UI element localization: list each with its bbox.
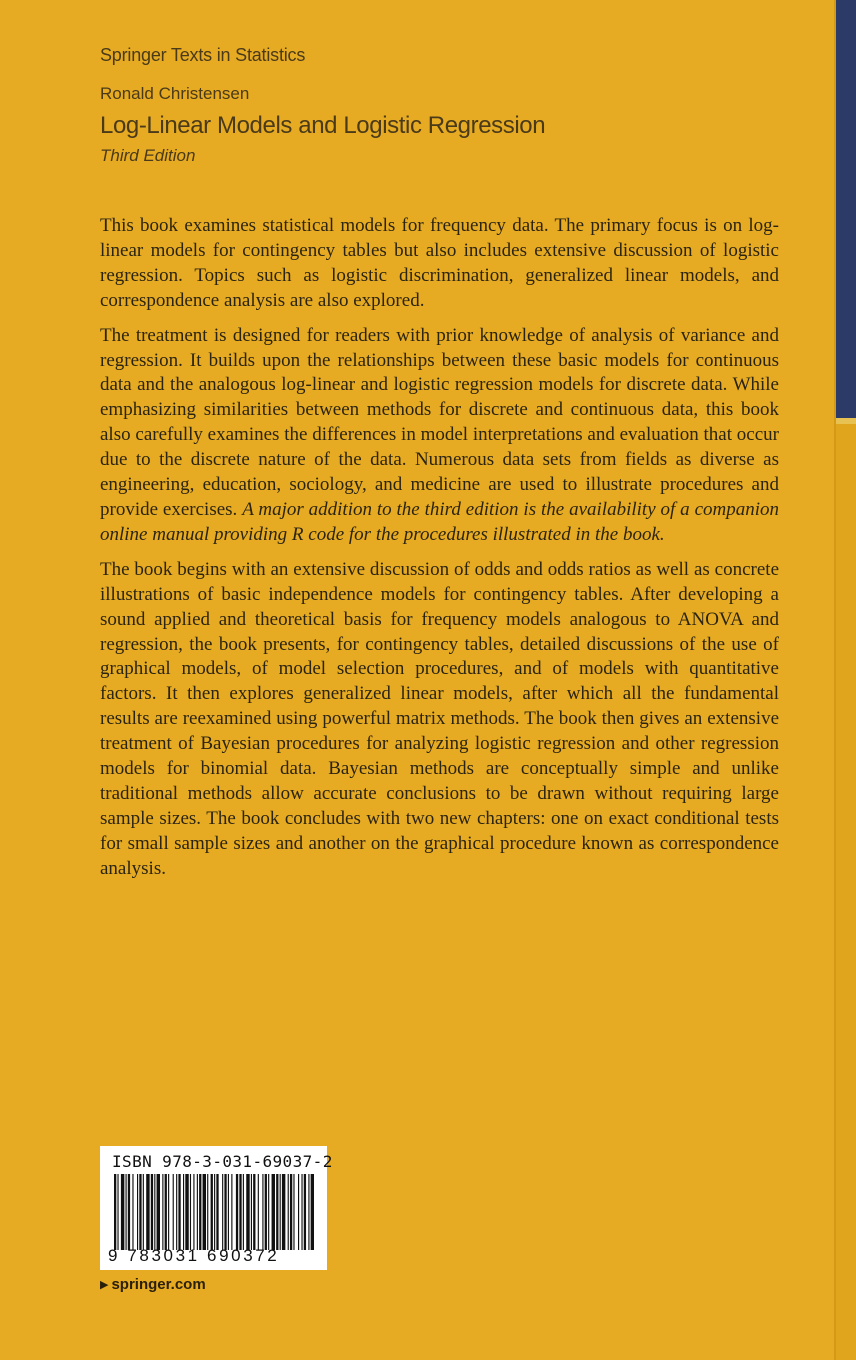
barcode-bar (308, 1174, 309, 1250)
triangle-right-icon: ▶ (100, 1279, 109, 1291)
barcode-bar (239, 1174, 241, 1250)
blurb-paragraph-2-italic: A major addition to the third edition is the availability of a companion online manual providing R code for the procedures illustrated in the book. (100, 498, 779, 545)
blurb-paragraph-2-text: The treatment is designed for readers with prior knowledge of analysis of variance and regression. It builds upon the relationships between these basic models for continuous data and the analogous log-linear and logistic regression models for discrete data. While emphasizing similarities between methods for discrete and continuous data, this book also carefully examines the differences in model interpretations and evaluation that occur due to the discrete nature of the data. Numerous data sets from fields as diverse as engineering, education, sociology, and medicine are used to illustrate procedures and provide exercises. (100, 324, 779, 520)
barcode-bar (224, 1174, 226, 1250)
spine-divider (836, 418, 856, 424)
barcode-bar (197, 1174, 198, 1250)
barcode-bar (258, 1174, 259, 1250)
barcode-bar (301, 1174, 302, 1250)
spine-blue-band (836, 0, 856, 418)
barcode-bar (272, 1174, 275, 1250)
barcode-bar (243, 1174, 244, 1250)
barcode-bar (146, 1174, 149, 1250)
barcode-bar (288, 1174, 289, 1250)
barcode-bar (280, 1174, 281, 1250)
barcode-bar (246, 1174, 249, 1250)
barcode-bar (236, 1174, 238, 1250)
barcode-bar (298, 1174, 299, 1250)
barcode-bar (203, 1174, 206, 1250)
barcode-bar (214, 1174, 215, 1250)
barcode-bar (216, 1174, 218, 1250)
barcode-bar (143, 1174, 144, 1250)
barcode-bar (276, 1174, 278, 1250)
barcode-bar (128, 1174, 130, 1250)
barcode-bar (222, 1174, 223, 1250)
publisher-link[interactable] (100, 1276, 206, 1293)
blurb-text (100, 214, 779, 892)
isbn-barcode (100, 1146, 333, 1270)
barcode-bars (114, 1174, 314, 1250)
barcode-bar (311, 1174, 314, 1250)
edition-label: Third Edition (100, 146, 196, 165)
barcode-bar (151, 1174, 153, 1250)
blurb-paragraph-3: The book begins with an extensive discussion of odds and odds ratios as well as concrete illustrations of basic independence models for contingency tables. After developing a sound applied and theoretical basis for frequency models analogous to ANOVA and regression, the book presents, for contingency tables, detailed discussions of the use of graphical models, of model selection procedures, and of models with quantitative factors. It then explores generalized linear models, after which all the fundamental results are reexamined using powerful matrix methods. The book then gives an extensive treatment of Bayesian procedures for analyzing logistic regression and other regression models for binomial data. Bayesian methods are conceptually simple and unlike traditional methods allow accurate conclusions to be drawn without requiring large sample sizes. The book concludes with two new chapters: one on exact conditional tests for small sample sizes and another on the graphical procedure known as correspondence analysis. (100, 558, 779, 879)
barcode-bar (178, 1174, 180, 1250)
barcode-bar (228, 1174, 229, 1250)
publisher-url: springer.com (111, 1276, 206, 1293)
barcode-bar (139, 1174, 141, 1250)
barcode-bar (293, 1174, 294, 1250)
barcode-bar (162, 1174, 163, 1250)
barcode-bar (176, 1174, 177, 1250)
barcode-bar (183, 1174, 184, 1250)
barcode-bar (168, 1174, 169, 1250)
barcode-bar (199, 1174, 201, 1250)
barcode-bar (304, 1174, 306, 1250)
barcode-bar (132, 1174, 133, 1250)
barcode-bar (193, 1174, 194, 1250)
isbn-label: ISBN 978-3-031-69037-2 (112, 1152, 333, 1171)
barcode-bar (290, 1174, 292, 1250)
barcode-bar (185, 1174, 188, 1250)
barcode-bar (173, 1174, 174, 1250)
barcode-bar (268, 1174, 269, 1250)
barcode-bar (157, 1174, 160, 1250)
blurb-paragraph-2 (100, 324, 779, 548)
series-title: Springer Texts in Statistics (100, 45, 306, 65)
barcode-bar (114, 1174, 116, 1250)
barcode-bar (211, 1174, 213, 1250)
author-name: Ronald Christensen (100, 84, 250, 103)
barcode-bar (231, 1174, 232, 1250)
barcode-bar (190, 1174, 191, 1250)
barcode-bar (121, 1174, 124, 1250)
barcode-bar (207, 1174, 208, 1250)
barcode-bar (117, 1174, 118, 1250)
barcode-bar (265, 1174, 267, 1250)
barcode-bar (126, 1174, 127, 1250)
barcode-bar (262, 1174, 263, 1250)
barcode-bar (165, 1174, 167, 1250)
barcode-digits: 9 783031 690372 (108, 1246, 280, 1265)
blurb-paragraph-1: This book examines statistical models for frequency data. The primary focus is on log-linear models for contingency tables but also includes extensive discussion of logistic regression. Topics such as logistic discrimination, generalized linear models, and correspondence analysis are also explored. (100, 215, 779, 311)
book-title: Log-Linear Models and Logistic Regression (100, 112, 546, 139)
barcode-bar (137, 1174, 138, 1250)
barcode-bar (154, 1174, 155, 1250)
barcode-bar (282, 1174, 285, 1250)
barcode-bar (251, 1174, 252, 1250)
barcode-bar (253, 1174, 255, 1250)
